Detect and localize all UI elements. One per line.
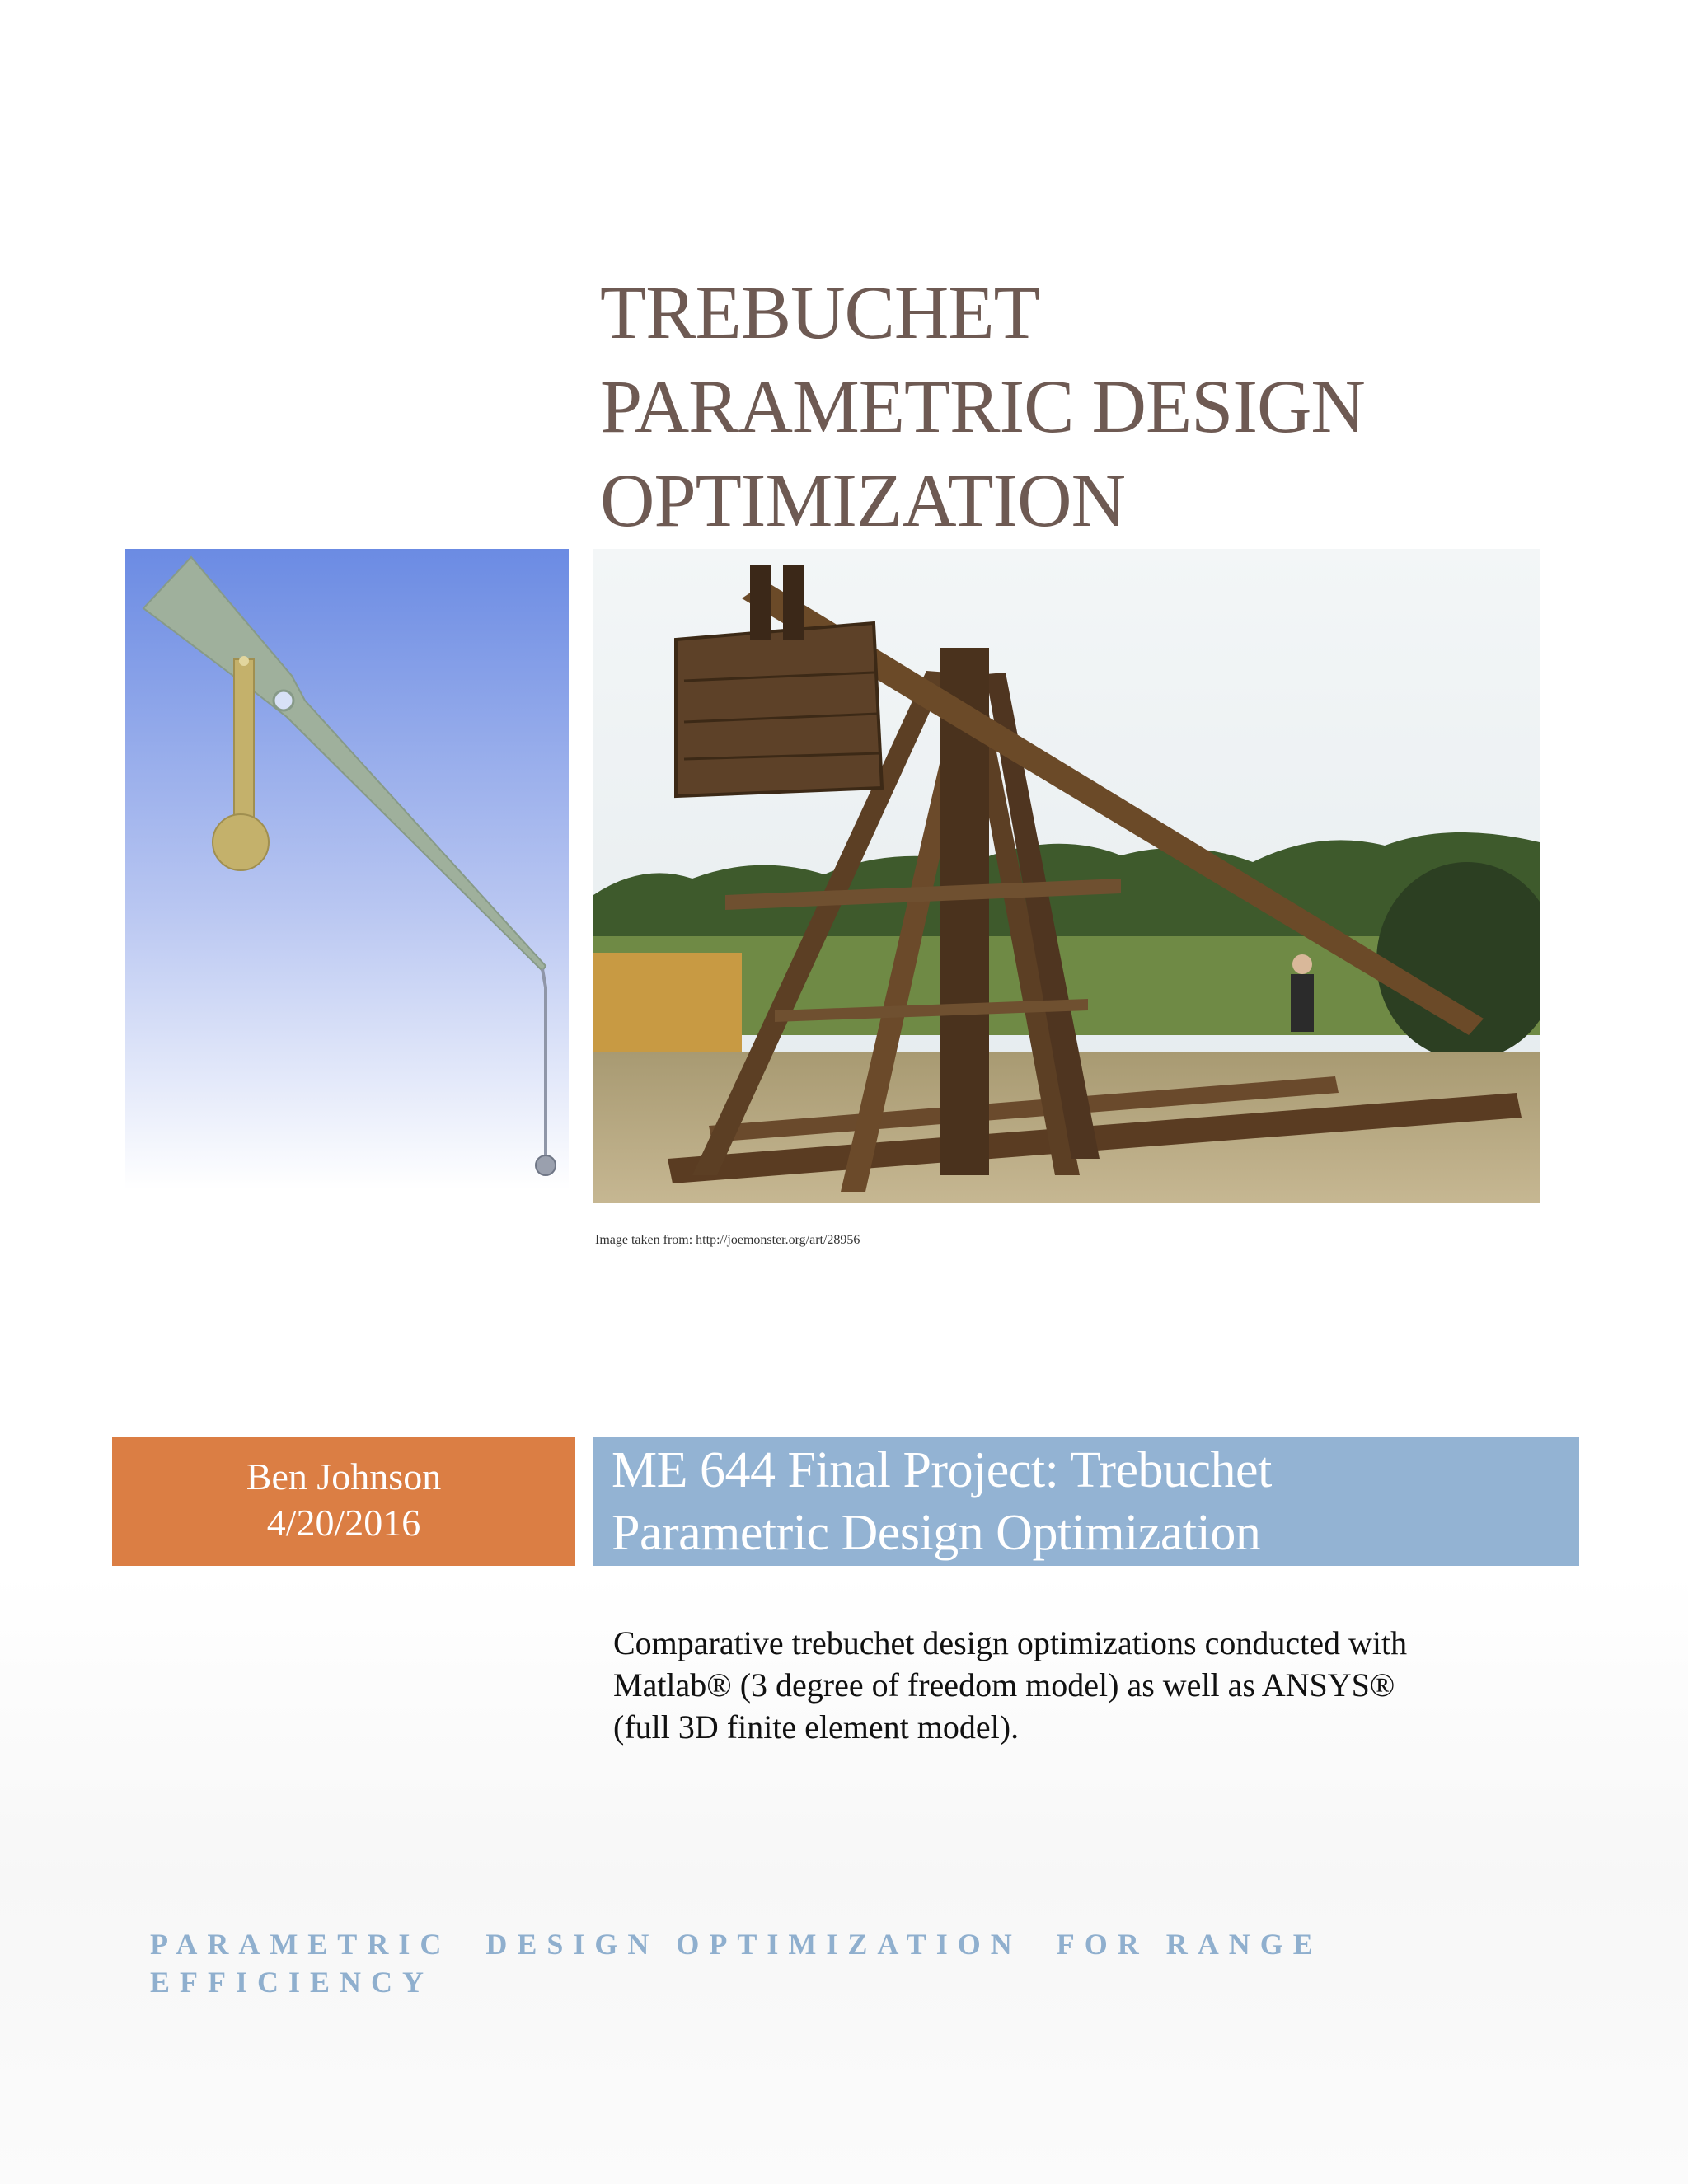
title-line-2: PARAMETRIC DESIGN bbox=[600, 364, 1365, 448]
author-name: Ben Johnson bbox=[246, 1455, 442, 1497]
trebuchet-model-diagram bbox=[125, 549, 569, 1190]
footer-subtitle bbox=[150, 1925, 1323, 2001]
author-box bbox=[112, 1437, 575, 1566]
counterweight bbox=[213, 814, 269, 870]
project-title-box bbox=[593, 1437, 1579, 1566]
project-title-line-2: Parametric Design Optimization bbox=[612, 1505, 1261, 1561]
project-title-line-1: ME 644 Final Project: Trebuchet bbox=[612, 1442, 1272, 1498]
project-summary bbox=[613, 1622, 1561, 1748]
image-caption: Image taken from: http://joemonster.org/art/28956 bbox=[595, 1233, 860, 1247]
cover-title bbox=[600, 265, 1589, 547]
summary-line-1: Comparative trebuchet design optimizations conducted with bbox=[613, 1624, 1408, 1661]
trebuchet-photo bbox=[593, 549, 1540, 1203]
footer-line-2: EFFICIENCY bbox=[150, 1966, 434, 1999]
title-line-1: TREBUCHET bbox=[600, 270, 1039, 354]
pivot-joint bbox=[274, 691, 293, 710]
projectile bbox=[536, 1155, 556, 1175]
report-date: 4/20/2016 bbox=[266, 1502, 421, 1544]
summary-line-3: (full 3D finite element model). bbox=[613, 1708, 1020, 1746]
title-line-3: OPTIMIZATION bbox=[600, 458, 1126, 542]
summary-line-2: Matlab® (3 degree of freedom model) as well as ANSYS® bbox=[613, 1666, 1395, 1704]
footer-line-1: PARAMETRIC DESIGN OPTIMIZATION FOR RANGE bbox=[150, 1928, 1323, 1961]
